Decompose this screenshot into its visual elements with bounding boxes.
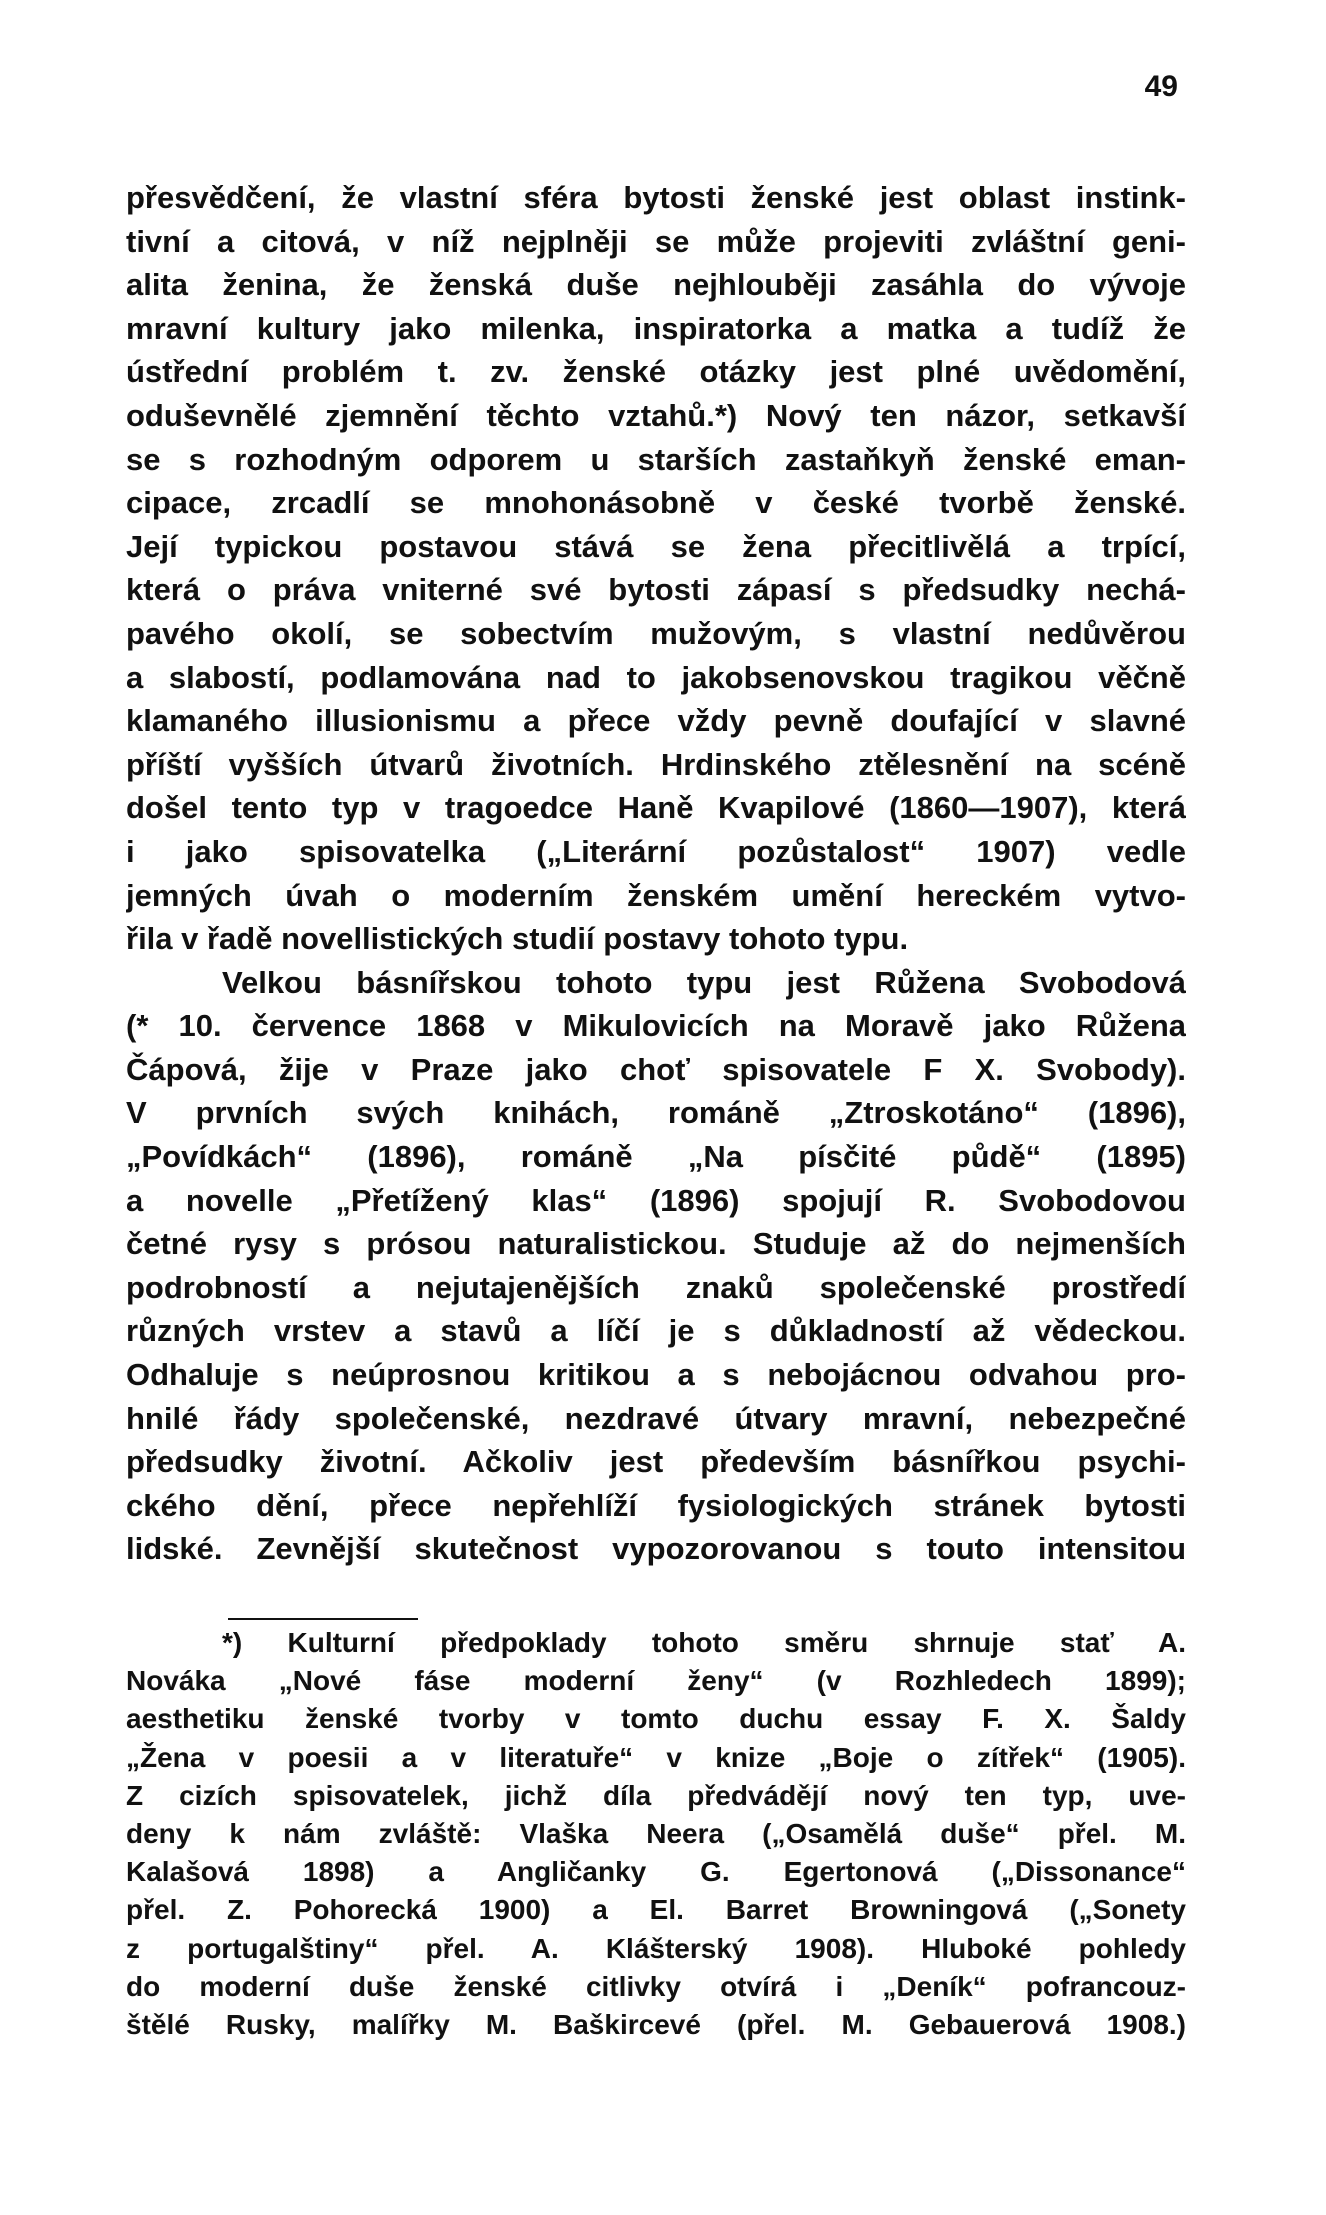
- text-line: četné rysy s prósou naturalistickou. Studuje až do nejmenších: [126, 1226, 1186, 1262]
- text-line: Čápová, žije v Praze jako choť spisovatele F X. Svobody).: [126, 1051, 1186, 1087]
- body-text: [126, 176, 1186, 1571]
- text-line: podrobností a nejutajenějších znaků společenské prostředí: [126, 1269, 1186, 1305]
- footnote-line: Z cizích spisovatelek, jichž díla předvádějí nový ten typ, uve-: [126, 1779, 1186, 1811]
- text-line: Velkou básnířskou tohoto typu jest Růžena Svobodová: [222, 964, 1186, 1000]
- text-line: pavého okolí, se sobectvím mužovým, s vlastní nedůvěrou: [126, 615, 1186, 651]
- text-line: (* 10. července 1868 v Mikulovicích na Moravě jako Růžena: [126, 1008, 1186, 1044]
- footnote-line: deny k nám zvláště: Vlaška Neera („Osamělá duše“ přel. M.: [126, 1817, 1186, 1849]
- text-line: přesvědčení, že vlastní sféra bytosti ženské jest oblast instink-: [126, 180, 1186, 215]
- footnote-line: *) Kulturní předpoklady tohoto směru shrnuje stať A.: [222, 1627, 1186, 1658]
- text-line: hnilé řády společenské, nezdravé útvary mravní, nebezpečné: [126, 1400, 1186, 1436]
- footnote-divider: [228, 1618, 418, 1620]
- footnote-line: „Žena v poesii a v literatuře“ v knize „Boje o zítřek“ (1905).: [126, 1741, 1186, 1773]
- text-line: řila v řadě novellistických studií postavy tohoto typu.: [126, 921, 909, 957]
- footnote-line: Kalašová 1898) a Angličanky G. Egertonová („Dissonance“: [126, 1856, 1186, 1888]
- text-line: a novelle „Přetížený klas“ (1896) spojují R. Svobodovou: [126, 1182, 1186, 1218]
- text-line: mravní kultury jako milenka, inspiratorka a matka a tudíž že: [126, 310, 1186, 346]
- text-line: i jako spisovatelka („Literární pozůstalost“ 1907) vedle: [126, 833, 1186, 869]
- text-line: Odhaluje s neúprosnou kritikou a s nebojácnou odvahou pro-: [126, 1357, 1186, 1393]
- footnote-line: do moderní duše ženské citlivky otvírá i „Deník“ pofrancouz-: [126, 1970, 1186, 2002]
- footnote-line: aesthetiku ženské tvorby v tomto duchu essay F. X. Šaldy: [126, 1703, 1186, 1735]
- text-line: ústřední problém t. zv. ženské otázky jest plné uvědomění,: [126, 354, 1186, 390]
- text-line: příští vyšších útvarů životních. Hrdinského ztělesnění na scéně: [126, 746, 1186, 782]
- text-line: která o práva vniterné své bytosti zápasí s předsudky nechá-: [126, 572, 1186, 608]
- text-line: oduševnělé zjemnění těchto vztahů.*) Nový ten názor, setkavší: [126, 397, 1186, 433]
- text-line: různých vrstev a stavů a líčí je s důkladností až vědeckou.: [126, 1313, 1186, 1349]
- text-line: Její typickou postavou stává se žena přecitlivělá a trpící,: [126, 528, 1186, 564]
- text-line: klamaného illusionismu a přece vždy pevně doufající v slavné: [126, 703, 1186, 739]
- text-line: jemných úvah o moderním ženském umění hereckém vytvo-: [126, 877, 1186, 913]
- text-line: se s rozhodným odporem u starších zastaňkyň ženské eman-: [126, 441, 1186, 477]
- text-line: předsudky životní. Ačkoliv jest především básnířkou psychi-: [126, 1444, 1186, 1480]
- footnote-line: přel. Z. Pohorecká 1900) a El. Barret Browningová („Sonety: [126, 1894, 1186, 1926]
- text-line: alita ženina, že ženská duše nejhlouběji zasáhla do vývoje: [126, 267, 1186, 303]
- page-number: 49: [1144, 70, 1178, 103]
- text-line: tivní a citová, v níž nejplněji se může projeviti zvláštní geni-: [126, 223, 1186, 259]
- text-line: „Povídkách“ (1896), románě „Na písčité půdě“ (1895): [126, 1139, 1186, 1175]
- text-line: ckého dění, přece nepřehlíží fysiologických stránek bytosti: [126, 1487, 1186, 1523]
- footnote-line: Nováka „Nové fáse moderní ženy“ (v Rozhledech 1899);: [126, 1665, 1186, 1697]
- text-line: cipace, zrcadlí se mnohonásobně v české tvorbě ženské.: [126, 485, 1186, 521]
- text-line: V prvních svých knihách, románě „Ztroskotáno“ (1896),: [126, 1095, 1186, 1131]
- text-line: a slabostí, podlamována nad to jakobsenovskou tragikou věčně: [126, 659, 1186, 695]
- footnote-line: štělé Rusky, malířky M. Baškircevé (přel. M. Gebauerová 1908.): [126, 2008, 1186, 2040]
- text-line: lidské. Zevnější skutečnost vypozorovanou s touto intensitou: [126, 1531, 1186, 1567]
- text-line: došel tento typ v tragoedce Haně Kvapilové (1860—1907), která: [126, 790, 1186, 826]
- footnote-line: z portugalštiny“ přel. A. Klášterský 1908). Hluboké pohledy: [126, 1932, 1186, 1964]
- footnote: [126, 1624, 1186, 2044]
